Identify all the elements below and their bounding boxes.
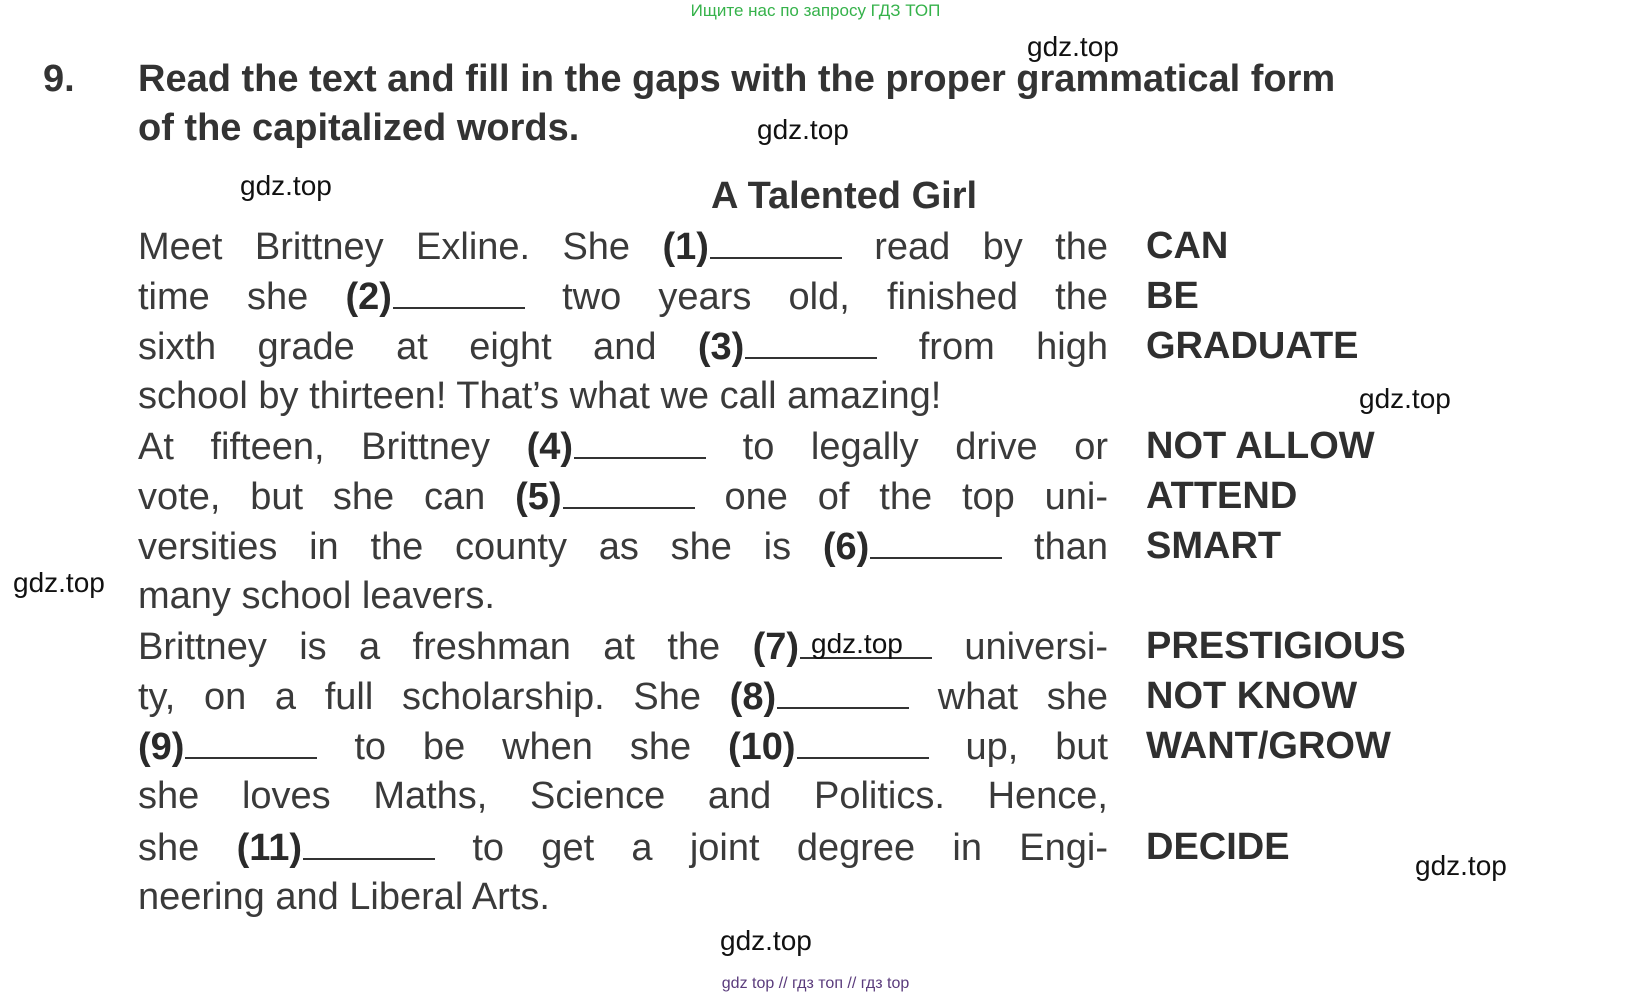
instruction-line-1: Read the text and fill in the gaps with the proper grammatical form <box>138 58 1336 100</box>
gap-number: (11) <box>236 827 303 869</box>
capitalized-word: SMART <box>1146 525 1282 567</box>
text-line-3: sixth grade at eight and (3) from high <box>138 326 1108 368</box>
text-line-2: time she (2) two years old, finished the <box>138 276 1109 318</box>
text-line-7: versities in the county as she is (6) than <box>138 526 1108 568</box>
gap-number: (9) <box>138 726 185 768</box>
gap-number: (7) <box>752 626 800 668</box>
capitalized-word: NOT ALLOW <box>1146 425 1375 467</box>
text-line-9: Brittney is a freshman at the (7) universi- <box>138 626 1109 668</box>
gap-number: (10) <box>728 726 796 768</box>
watermark: gdz.top <box>811 628 903 659</box>
gap-number: (5) <box>515 476 562 518</box>
watermark: gdz.top <box>1359 383 1451 414</box>
capitalized-word: GRADUATE <box>1146 325 1359 367</box>
text-line-8: many school leavers. <box>138 575 495 617</box>
gap-blank <box>710 225 842 259</box>
capitalized-word: BE <box>1146 275 1199 317</box>
watermark: gdz.top <box>13 567 105 598</box>
gap-number: (2) <box>345 276 392 318</box>
capitalized-word: WANT/GROW <box>1146 725 1391 767</box>
text-line-13: she (11) to get a joint degree in Engi- <box>138 827 1109 869</box>
gap-blank <box>185 725 317 759</box>
gap-number: (8) <box>729 676 777 718</box>
capitalized-word: NOT KNOW <box>1146 675 1358 717</box>
bottom-watermark[interactable]: gdz top // гдз топ // гдз top <box>721 975 910 992</box>
text-line-1: Meet Brittney Exline. She (1) read by the <box>138 226 1108 268</box>
gap-blank <box>303 826 435 860</box>
text-line-4: school by thirteen! That’s what we call amazing! <box>138 375 942 417</box>
watermark: gdz.top <box>757 114 849 145</box>
text-line-12: she loves Maths, Science and Politics. Hence, <box>138 775 1108 817</box>
instruction-line-2: of the capitalized words. <box>138 107 580 149</box>
top-banner[interactable]: Ищите нас по запросу ГДЗ ТОП <box>690 1 941 20</box>
watermark: gdz.top <box>1027 31 1119 62</box>
capitalized-word: CAN <box>1146 225 1229 267</box>
gap-number: (1) <box>662 226 709 268</box>
watermark: gdz.top <box>720 925 812 956</box>
text-line-6: vote, but she can (5) one of the top uni- <box>138 476 1108 518</box>
gap-blank <box>777 675 909 709</box>
gap-number: (3) <box>697 326 745 368</box>
story-title: A Talented Girl <box>711 175 978 217</box>
capitalized-word: PRESTIGIOUS <box>1146 625 1406 667</box>
gap-blank <box>870 525 1002 559</box>
capitalized-word: ATTEND <box>1146 475 1298 517</box>
exercise-number: 9. <box>43 58 75 100</box>
text-line-5: At fifteen, Brittney (4) to legally drive or <box>138 426 1108 468</box>
watermark: gdz.top <box>1415 850 1507 881</box>
text-line-10: ty, on a full scholarship. She (8) what she <box>138 676 1108 718</box>
text-line-11: (9) to be when she (10) up, but <box>138 726 1109 768</box>
gap-blank <box>393 275 525 309</box>
gap-blank <box>797 725 929 759</box>
capitalized-word: DECIDE <box>1146 826 1290 868</box>
gap-number: (6) <box>822 526 870 568</box>
text-line-14: neering and Liberal Arts. <box>138 876 550 918</box>
gap-blank <box>574 425 706 459</box>
watermark: gdz.top <box>240 170 332 201</box>
gap-blank <box>563 475 695 509</box>
gap-number: (4) <box>526 426 574 468</box>
gap-blank <box>745 325 877 359</box>
